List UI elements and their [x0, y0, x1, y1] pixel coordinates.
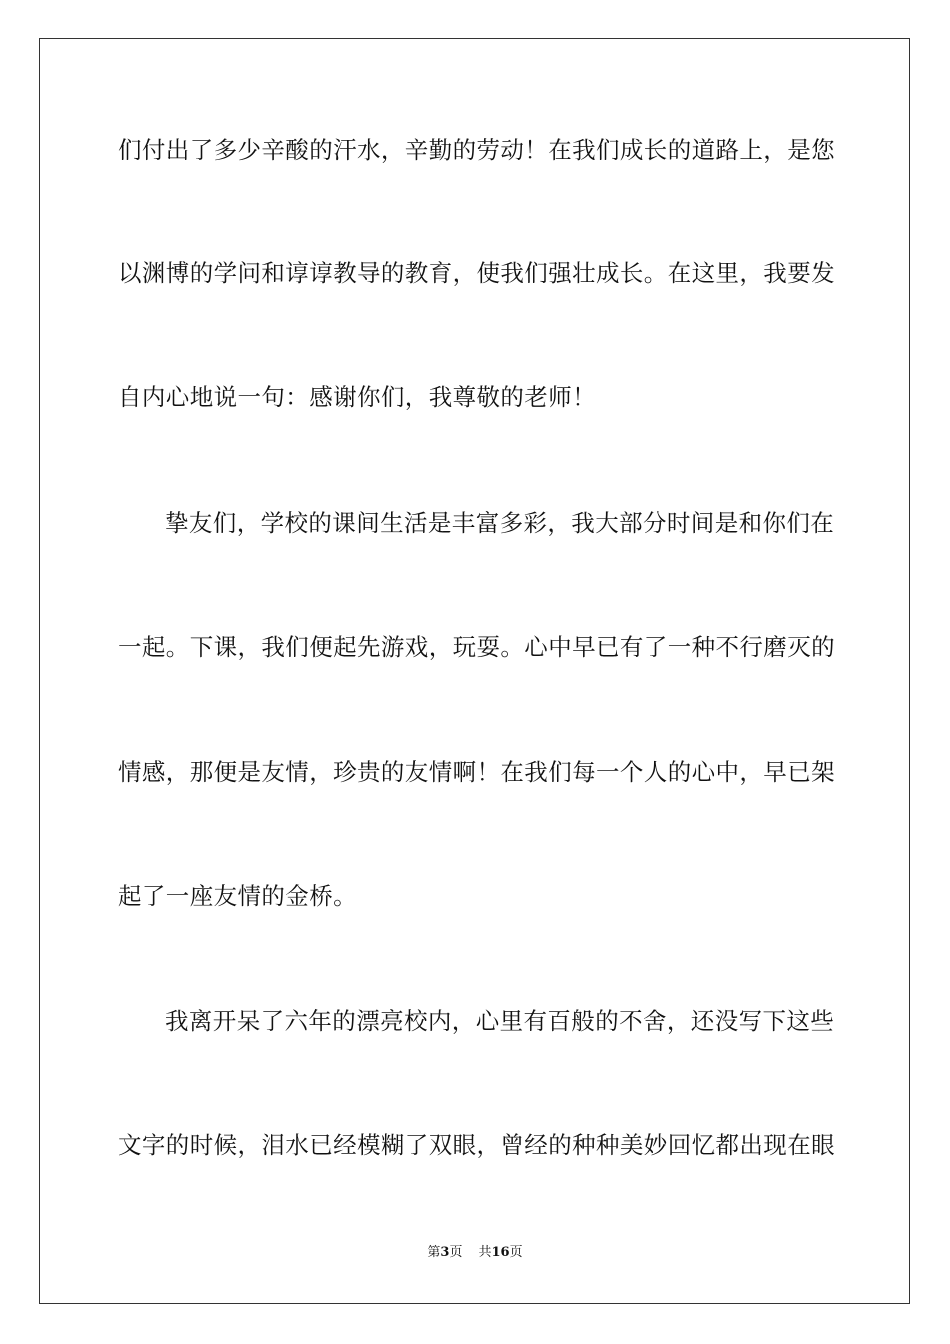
page-number: 3 [440, 1245, 450, 1260]
body-line: 起了一座友情的金桥。 [118, 882, 357, 910]
body-line: 自内心地说一句：感谢你们，我尊敬的老师！ [118, 383, 596, 411]
body-line: 以渊博的学问和谆谆教导的教育，使我们强壮成长。在这里，我要发 [118, 259, 835, 287]
page-suffix: 页 [449, 1245, 463, 1260]
body-line: 文字的时候，泪水已经模糊了双眼，曾经的种种美妙回忆都出现在眼 [118, 1131, 835, 1159]
page-prefix: 第 [427, 1245, 441, 1260]
body-line: 一起。下课，我们便起先游戏，玩耍。心中早已有了一种不行磨灭的 [118, 633, 835, 661]
total-pages: 16 [491, 1245, 510, 1260]
body-line: 们付出了多少辛酸的汗水，辛勤的劳动！在我们成长的道路上，是您 [118, 136, 835, 164]
total-prefix: 共 [478, 1245, 492, 1260]
page-footer [0, 1244, 950, 1262]
body-line-paragraph-start: 挚友们，学校的课间生活是丰富多彩，我大部分时间是和你们在 [165, 509, 835, 537]
body-line: 情感，那便是友情，珍贵的友情啊！在我们每一个人的心中，早已架 [118, 758, 835, 786]
total-suffix: 页 [509, 1245, 523, 1260]
body-line-paragraph-start: 我离开呆了六年的漂亮校内，心里有百般的不舍，还没写下这些 [165, 1007, 835, 1035]
page-border [39, 38, 910, 1304]
